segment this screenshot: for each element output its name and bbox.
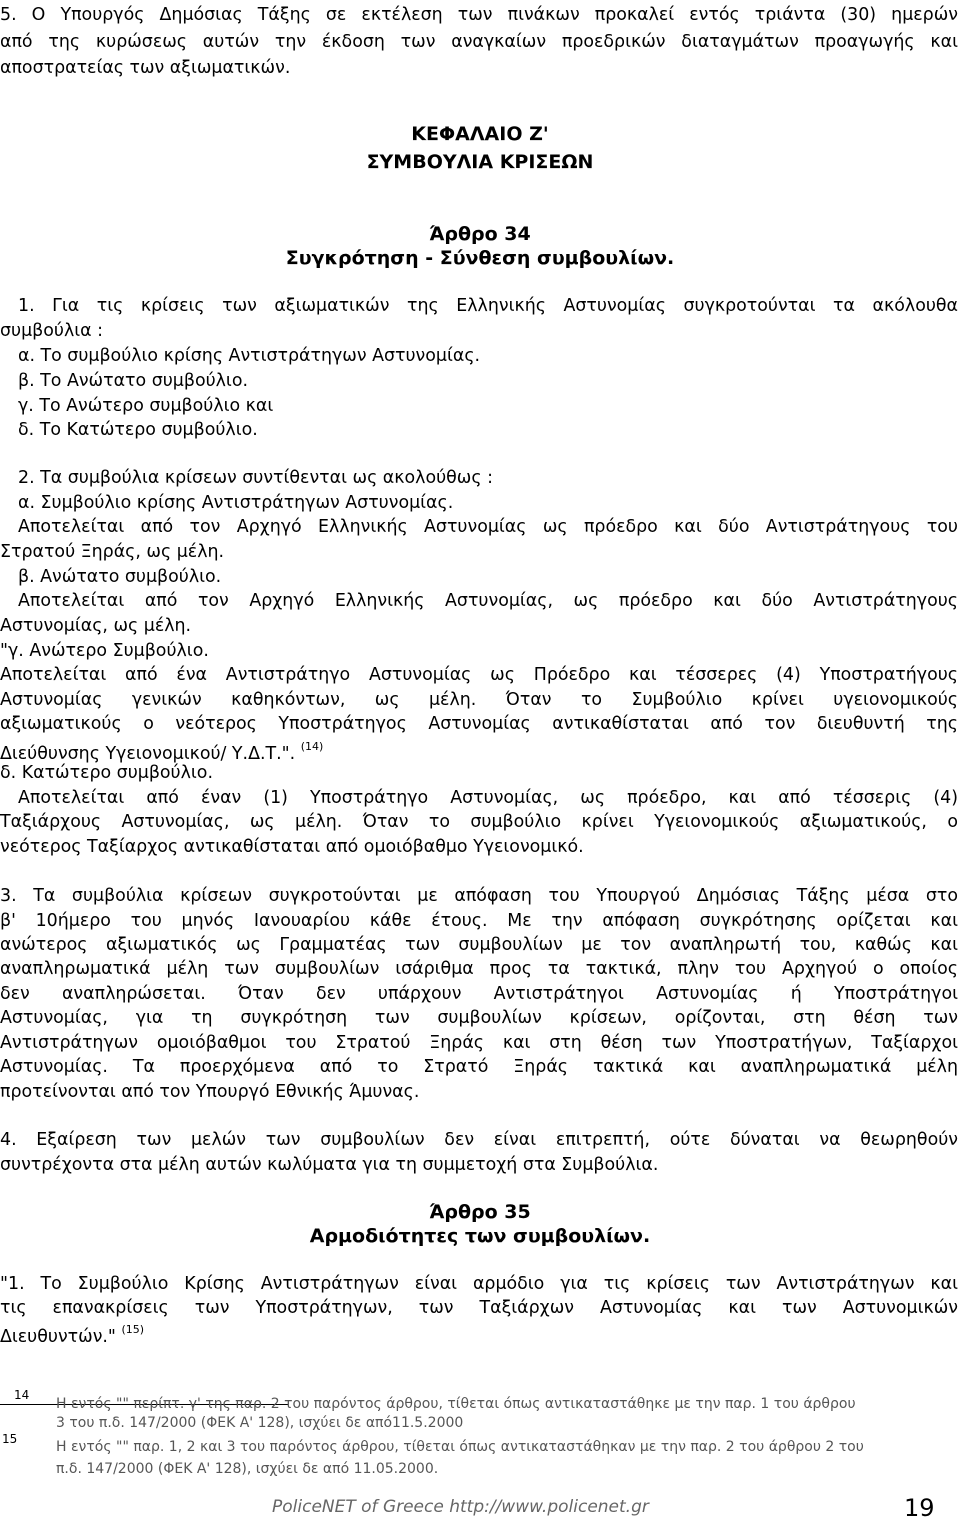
text-line: ανώτερος αξιωματικός ως Γραμματέας των συμβουλίων με τον αναπληρωτή του, καθώς και bbox=[0, 935, 958, 955]
text-line: "1. Το Συμβούλιο Κρίσης Αντιστράτηγων είναι αρμόδιο για τις κρίσεις των Αντιστράτηγων και bbox=[0, 1274, 958, 1294]
text-line: Αποτελείται από έναν (1) Υποστράτηγο Αστυνομίας, ως πρόεδρο, και από τέσσερις (4) bbox=[18, 788, 958, 808]
list-item: "γ. Ανώτερο Συμβούλιο. bbox=[0, 641, 209, 661]
article-34-title: Συγκρότηση - Σύνθεση συμβουλίων. bbox=[285, 247, 675, 269]
list-item: α. Συμβούλιο κρίσης Αντιστράτηγων Αστυνομίας. bbox=[18, 493, 454, 513]
text-line: Αποτελείται από τον Αρχηγό Ελληνικής Αστυνομίας ως πρόεδρο και δύο Αντιστράτηγους του bbox=[18, 517, 958, 537]
list-item: γ. Το Ανώτερο συμβούλιο και bbox=[18, 396, 274, 416]
text-line: τις επανακρίσεις των Υποστράτηγων, των Ταξιάρχων Αστυνομίας και των Αστυνομικών bbox=[0, 1298, 958, 1318]
article-35-title: Αρμοδιότητες των συμβουλίων. bbox=[309, 1225, 651, 1247]
text-line: αναπληρωματικά μέλη των συμβουλίων ισάριθμα προς τα τακτικά, πλην του Αρχηγού ο οποίος bbox=[0, 959, 958, 979]
text-line: Αστυνομίας, για τη συγκρότηση των συμβουλίων κρίσεων, ορίζονται, στη θέση των bbox=[0, 1008, 958, 1028]
list-item: β. Ανώτατο συμβούλιο. bbox=[18, 567, 222, 587]
footnote-ref-15: (15) bbox=[121, 1323, 145, 1336]
text-line: συμβούλια : bbox=[0, 321, 103, 341]
text-line: 1. Για τις κρίσεις των αξιωματικών της Ελληνικής Αστυνομίας συγκροτούνται τα ακόλουθα bbox=[18, 296, 958, 316]
footnote-ref-14: (14) bbox=[300, 740, 324, 753]
text-line: Αποτελείται από ένα Αντιστράτηγο Αστυνομίας ως Πρόεδρο και τέσσερες (4) Υποστρατήγους bbox=[0, 665, 958, 685]
text-line bbox=[0, 1320, 144, 1349]
text-line: συντρέχοντα στα μέλη αυτών κωλύματα για τη συμμετοχή στα Συμβούλια. bbox=[0, 1155, 659, 1175]
text-line: αποστρατείας των αξιωματικών. bbox=[0, 58, 291, 78]
page-number: 19 bbox=[904, 1494, 935, 1522]
text-line: β' 10ήμερο του μηνός Ιανουαρίου κάθε έτους. Με την απόφαση συγκρότησης ορίζεται και bbox=[0, 911, 958, 931]
text-line: Αστυνομίας γενικών καθηκόντων, ως μέλη. Όταν το Συμβούλιο κρίνει υγειονομικούς bbox=[0, 690, 958, 710]
footnote-15-line: π.δ. 147/2000 (ΦΕΚ Α' 128), ισχύει δε από 11.05.2000. bbox=[56, 1461, 439, 1477]
article-34-heading: Άρθρο 34 bbox=[429, 223, 531, 245]
footnote-15-line: Η εντός "" παρ. 1, 2 και 3 του παρόντος άρθρου, τίθεται όπως αντικαταστάθηκαν με την παρ. 2 του άρθρου 2 του bbox=[56, 1439, 864, 1455]
text-line: 3. Τα συμβούλια κρίσεων συγκροτούνται με απόφαση του Υπουργού Δημόσιας Τάξης μέσα στο bbox=[0, 886, 958, 906]
text-line: νεότερος Ταξίαρχος αντικαθίσταται από ομοιόβαθμο Υγειονομικό. bbox=[0, 837, 584, 857]
text-line: 5. Ο Υπουργός Δημόσιας Τάξης σε εκτέλεση των πινάκων προκαλεί εντός τριάντα (30) ημερών bbox=[0, 5, 958, 25]
text-line: Στρατού Ξηράς, ως μέλη. bbox=[0, 542, 225, 562]
list-item: α. Το συμβούλιο κρίσης Αντιστράτηγων Αστυνομίας. bbox=[18, 346, 481, 366]
chapter-heading: ΚΕΦΑΛΑΙΟ Ζ' bbox=[411, 123, 549, 145]
list-item: β. Το Ανώτατο συμβούλιο. bbox=[18, 371, 248, 391]
article-35-heading: Άρθρο 35 bbox=[429, 1201, 531, 1223]
text-line: Αστυνομίας, ως μέλη. bbox=[0, 616, 192, 636]
text-line-content: Διευθυντών." bbox=[0, 1326, 116, 1347]
text-line: Ταξιάρχους Αστυνομίας, ως μέλη. Όταν το συμβούλιο κρίνει Υγειονομικούς αξιωματικούς, ο bbox=[0, 812, 958, 832]
list-item: δ. Το Κατώτερο συμβούλιο. bbox=[18, 420, 258, 440]
text-line: Αστυνομίας. Τα προερχόμενα από το Στρατό Ξηράς τακτικά και αναπληρωματικά μέλη bbox=[0, 1057, 958, 1077]
text-line: από της κυρώσεως αυτών την έκδοση των αναγκαίων προεδρικών διαταγμάτων προαγωγής και bbox=[0, 32, 958, 52]
list-item: δ. Κατώτερο συμβούλιο. bbox=[0, 763, 213, 783]
text-line: Αποτελείται από τον Αρχηγό Ελληνικής Αστυνομίας, ως πρόεδρο και δύο Αντιστράτηγους bbox=[18, 591, 958, 611]
page-footer-link[interactable]: PoliceNET of Greece http://www.policenet.gr bbox=[272, 1497, 649, 1517]
text-line-content: Διεύθυνσης Υγειονομικού/ Υ.Δ.Τ.". bbox=[0, 743, 296, 764]
footnote-14-line: Η εντός "" περίπτ. γ' της παρ. 2 του παρόντος άρθρου, τίθεται όπως αντικαταστάθηκε με την παρ. 1 του άρθρου bbox=[56, 1396, 856, 1412]
text-line: Αντιστράτηγων ομοιόβαθμοι του Στρατού Ξηράς και στη θέση των Υποστρατήγων, Ταξίαρχοι bbox=[0, 1033, 958, 1053]
footnote-14-line: 3 του π.δ. 147/2000 (ΦΕΚ Α' 128), ισχύει δε από11.5.2000 bbox=[56, 1415, 464, 1431]
chapter-title: ΣΥΜΒΟΥΛΙΑ ΚΡΙΣΕΩΝ bbox=[366, 151, 594, 173]
text-line: προτείνονται από τον Υπουργό Εθνικής Άμυνας. bbox=[0, 1082, 420, 1102]
footnote-number-15: 15 bbox=[2, 1432, 18, 1446]
text-line: 4. Εξαίρεση των μελών των συμβουλίων δεν είναι επιτρεπτή, ούτε δύναται να θεωρηθούν bbox=[0, 1130, 958, 1150]
footnote-number-14: 14 bbox=[14, 1388, 30, 1402]
text-line: δεν αναπληρώσεται. Όταν δεν υπάρχουν Αντιστράτηγοι Αστυνομίας ή Υποστράτηγοι bbox=[0, 984, 958, 1004]
text-line: αξιωματικούς ο νεότερος Υποστράτηγος Αστυνομίας αντικαθίσταται από τον διευθυντή της bbox=[0, 714, 958, 734]
text-line: 2. Τα συμβούλια κρίσεων συντίθενται ως ακολούθως : bbox=[18, 468, 493, 488]
